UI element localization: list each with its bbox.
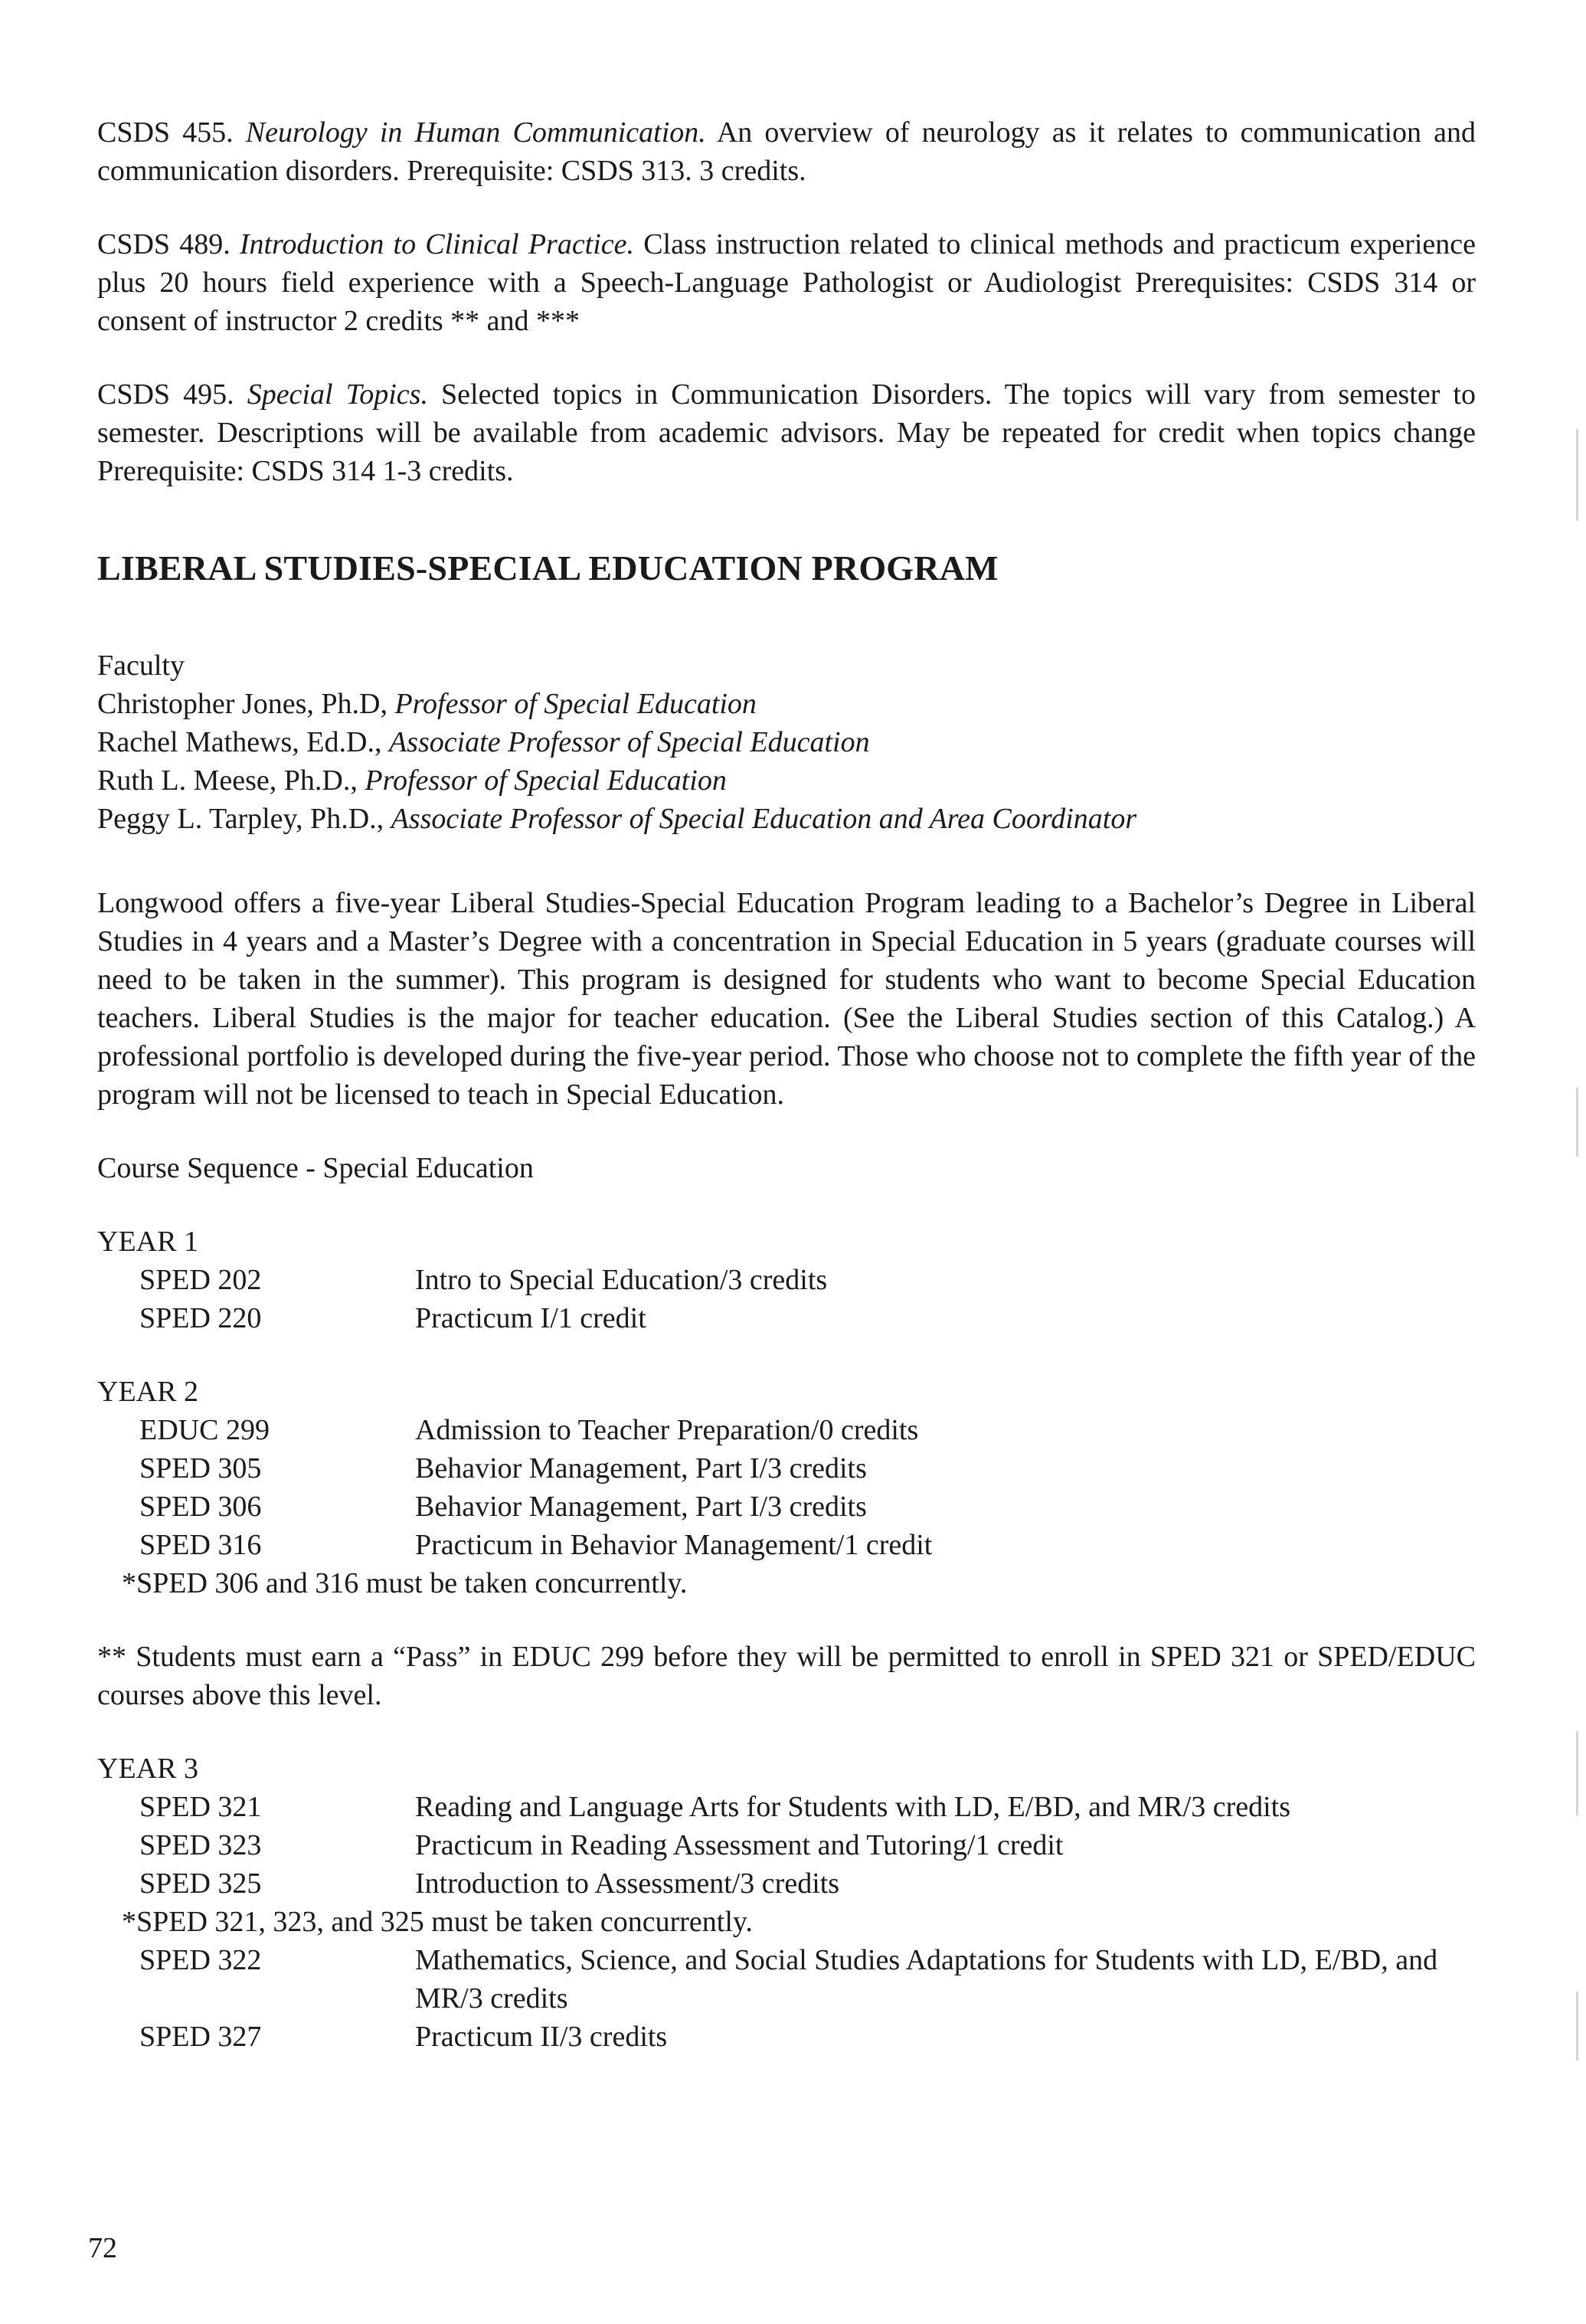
course-description: Class instruction related to clinical methods and practicum experience plus 20 hours field experience with a Speech-Language Pathologist or Audiologist Prerequisites: CSDS 314 or consent of instructor 2 credits ** and *** [97,228,1476,337]
course-row [97,2018,1476,2056]
year-label: YEAR 2 [97,1376,198,1408]
course-description: Intro to Special Education/3 credits [415,1264,828,1296]
faculty-title: Professor of Special Education [394,688,757,720]
faculty-name: Christopher Jones, Ph.D, [97,688,395,720]
course-description: Practicum I/1 credit [415,1302,646,1334]
faculty-member [97,761,1476,800]
course-description: Selected topics in Communication Disorders. The topics will vary from semester to semester. Descriptions will be available from academic advisors. May be repeated for credit when topics change Prerequisite: CSDS 314 1-3 credits. [97,378,1476,487]
course-code: SPED 323 [139,1829,262,1861]
concurrency-note: *SPED 321, 323, and 325 must be taken concurrently. [122,1906,753,1938]
course-entry-csds-455 [97,113,1476,190]
course-code: SPED 325 [139,1867,262,1900]
year-label: YEAR 3 [97,1753,198,1785]
course-code: SPED 305 [139,1452,262,1484]
course-code: SPED 220 [139,1302,262,1334]
course-row [97,1261,1476,1299]
course-row [97,1449,1476,1488]
document-page [97,113,1476,2056]
faculty-member [97,723,1476,761]
faculty-name: Peggy L. Tarpley, Ph.D., [97,803,391,835]
course-code: SPED 306 [139,1491,262,1523]
course-code: SPED 321 [139,1791,262,1823]
sequence-heading: Course Sequence - Special Education [97,1152,534,1184]
course-code: CSDS 455. [97,116,234,149]
course-title: Special Topics. [247,378,428,411]
faculty-title: Associate Professor of Special Education and Area Coordinator [391,803,1137,835]
scan-margin-mark [1576,429,1578,521]
course-entry-csds-495 [97,375,1476,490]
course-code: CSDS 489. [97,228,231,260]
faculty-member [97,800,1476,838]
course-description: Mathematics, Science, and Social Studies Adaptations for Students with LD, E/BD, and MR/3 credits [415,1944,1438,2015]
course-description: Behavior Management, Part I/3 credits [415,1452,867,1484]
faculty-heading: Faculty [97,650,185,682]
scan-margin-mark [1576,1088,1578,1157]
course-description: Admission to Teacher Preparation/0 credits [415,1414,919,1446]
course-description: Reading and Language Arts for Students with LD, E/BD, and MR/3 credits [415,1791,1290,1823]
faculty-member [97,685,1476,723]
course-row [97,1864,1476,1903]
faculty-title: Professor of Special Education [365,764,727,797]
section-title: LIBERAL STUDIES-SPECIAL EDUCATION PROGRAM [97,548,999,588]
concurrency-note: *SPED 306 and 316 must be taken concurrently. [122,1567,688,1599]
course-description: An overview of neurology as it relates to communication and communication disorders. Prerequisite: CSDS 313. 3 credits. [97,116,1476,187]
course-description: Practicum in Behavior Management/1 credit [415,1529,933,1561]
course-code: EDUC 299 [139,1414,270,1446]
year-label: YEAR 1 [97,1226,198,1258]
scan-margin-mark [1576,1731,1578,1815]
course-code: SPED 327 [139,2021,262,2053]
course-title: Neurology in Human Communication. [245,116,706,149]
course-description: Practicum II/3 credits [415,2021,668,2053]
course-description: Introduction to Assessment/3 credits [415,1867,840,1900]
course-description: Behavior Management, Part I/3 credits [415,1491,867,1523]
course-code: CSDS 495. [97,378,234,411]
footnote: ** Students must earn a “Pass” in EDUC 299 before they will be permitted to enroll in SPED 321 or SPED/EDUC courses above this level. [97,1641,1476,1711]
course-title: Introduction to Clinical Practice. [239,228,635,260]
program-description: Longwood offers a five-year Liberal Studies-Special Education Program leading to a Bachelor’s Degree in Liberal Studies in 4 years and a Master’s Degree with a concentration in Special Education in 5 years (graduate courses will need to be taken in the summer). This program is designed for students who want to become Special Education teachers. Liberal Studies is the major for teacher education. (See the Liberal Studies section of this Catalog.) A professional portfolio is developed during the five-year period. Those who choose not to complete the fifth year of the program will not be licensed to teach in Special Education. [97,887,1476,1111]
course-row [97,1411,1476,1449]
course-entry-csds-489 [97,225,1476,340]
faculty-name: Rachel Mathews, Ed.D., [97,726,389,758]
faculty-title: Associate Professor of Special Education [388,726,870,758]
course-row [97,1788,1476,1826]
course-row [97,1941,1476,2018]
faculty-name: Ruth L. Meese, Ph.D., [97,764,365,797]
course-row [97,1299,1476,1337]
page-number: 72 [88,2232,117,2264]
course-row [97,1826,1476,1864]
course-code: SPED 202 [139,1264,262,1296]
course-row [97,1526,1476,1564]
course-code: SPED 316 [139,1529,262,1561]
course-description: Practicum in Reading Assessment and Tutoring/1 credit [415,1829,1064,1861]
course-code: SPED 322 [139,1944,262,1976]
course-row [97,1488,1476,1526]
scan-margin-mark [1576,1992,1578,2061]
